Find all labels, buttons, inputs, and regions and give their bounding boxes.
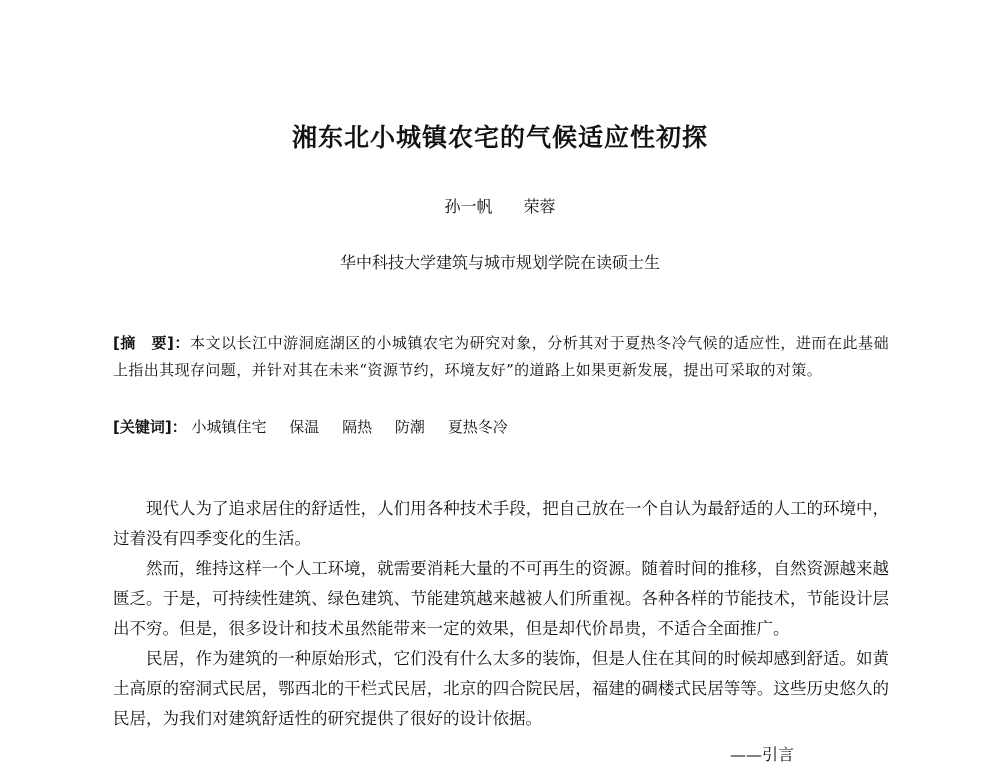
section-heading: ——引言: [730, 745, 795, 764]
author-name: 荣蓉: [523, 197, 556, 216]
keyword: 隔热: [342, 418, 373, 436]
author-affiliation: 华中科技大学建筑与城市规划学院在读硕士生: [339, 253, 660, 272]
author-name: 孙一帆: [444, 197, 493, 216]
keyword: 夏热冬冷: [447, 418, 508, 436]
keywords-label: [关键词]：: [113, 418, 187, 436]
paragraph: 然而，维持这样一个人工环境，就需要消耗大量的不可再生的资源。随着时间的推移，自然资源越来越匮乏。于是，可持续性建筑、绿色建筑、节能建筑越来越被人们所重视。各种各样的节能技术，节能设计层出不穷。但是，很多设计和技术虽然能带来一定的效果，但是却代价昂贵，不适合全面推广。: [113, 559, 889, 638]
paper-title: 湘东北小城镇农宅的气候适应性初探: [291, 123, 708, 152]
body-text: [113, 494, 889, 734]
paragraph: 现代人为了追求居住的舒适性，人们用各种技术手段，把自己放在一个自认为最舒适的人工的环境中，过着没有四季变化的生活。: [113, 499, 889, 548]
author-list: [0, 194, 1000, 217]
keyword: 小城镇住宅: [191, 418, 267, 436]
paragraph: 民居，作为建筑的一种原始形式，它们没有什么太多的装饰，但是人住在其间的时候却感到舒适。如黄土高原的窑洞式民居，鄂西北的干栏式民居，北京的四合院民居，福建的碉楼式民居等等。这些历史悠久的民居，为我们对建筑舒适性的研究提供了很好的设计依据。: [113, 649, 889, 728]
abstract: [113, 330, 889, 384]
keyword: 防潮: [394, 418, 425, 436]
abstract-text: 本文以长江中游洞庭湖区的小城镇农宅为研究对象，分析其对于夏热冬冷气候的适应性，进而在此基础上指出其现存问题，并针对其在未来“资源节约，环境友好”的道路上如果更新发展，提出可采取的对策。: [113, 334, 889, 379]
keywords: [113, 414, 889, 441]
keyword: 保温: [289, 418, 320, 436]
abstract-label: [摘 要]：: [113, 334, 190, 352]
